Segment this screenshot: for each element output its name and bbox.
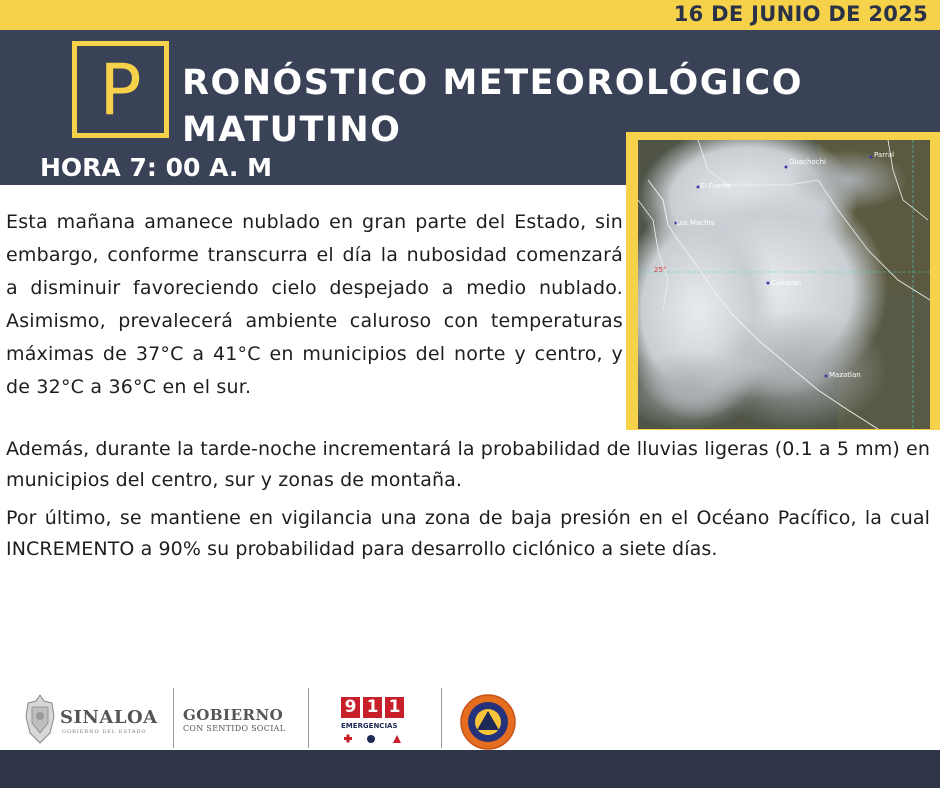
911-digit: 1: [363, 697, 382, 718]
sinaloa-wordmark: SINALOA: [60, 707, 158, 728]
map-label-guachochi: Guachochi: [789, 158, 826, 166]
emergency-icons: [341, 733, 405, 745]
gobierno-subtitle: CON SENTIDO SOCIAL: [183, 724, 286, 733]
proteccion-civil-seal-icon: [460, 694, 516, 750]
report-date: 16 DE JUNIO DE 2025: [673, 2, 928, 26]
title-initial-letter: P: [99, 48, 142, 131]
forecast-paragraph-3: Por último, se mantiene en vigilancia una zona de baja presión en el Océano Pacífico, la cual INCREMENTO a 90% su probabilidad para desarrollo ciclónico a siete días.: [6, 507, 930, 560]
map-label-parral: Parral: [874, 151, 895, 159]
title-line-1: RONÓSTICO METEOROLÓGICO: [182, 63, 803, 103]
map-label-el-fuerte: El Fuerte: [700, 182, 731, 190]
911-digit: 9: [341, 697, 360, 718]
forecast-paragraph-1: Esta mañana amanece nublado en gran parte del Estado, sin embargo, conforme transcurra el día la nubosidad comenzará a disminuir favoreciendo cielo despejado a medio nublado. Asimismo, prevalecerá ambiente caluroso con temperaturas máximas de 37°C a 41°C en municipios del norte y centro, y de 32°C a 36°C en el sur.: [6, 211, 623, 398]
satellite-map: [638, 140, 930, 429]
map-label-los-mochis: Los Mochis: [676, 219, 715, 227]
logo-divider: [308, 688, 309, 748]
title-initial-box: [72, 41, 169, 138]
911-emergencias-label: EMERGENCIAS: [341, 722, 398, 730]
logo-divider: [173, 688, 174, 748]
map-label-latitude: 25°: [654, 266, 667, 274]
forecast-paragraph-2: Además, durante la tarde-noche incrementará la probabilidad de lluvias ligeras (0.1 a 5 mm) en municipios del centro, sur y zonas de montaña.: [6, 438, 930, 491]
911-digit: 1: [385, 697, 404, 718]
footer-band: [0, 750, 940, 788]
forecast-time: HORA 7: 00 A. M: [40, 153, 272, 182]
sinaloa-subtitle: GOBIERNO DEL ESTADO: [62, 729, 147, 735]
map-label-culiacan: Culiacan: [771, 279, 802, 287]
date-banner: [0, 0, 940, 30]
sinaloa-shield-icon: [22, 693, 58, 745]
map-label-mazatlan: Mazatlan: [829, 371, 861, 379]
title-line-2: MATUTINO: [182, 110, 402, 150]
gobierno-wordmark: GOBIERNO: [183, 706, 284, 724]
logo-divider: [441, 688, 442, 748]
